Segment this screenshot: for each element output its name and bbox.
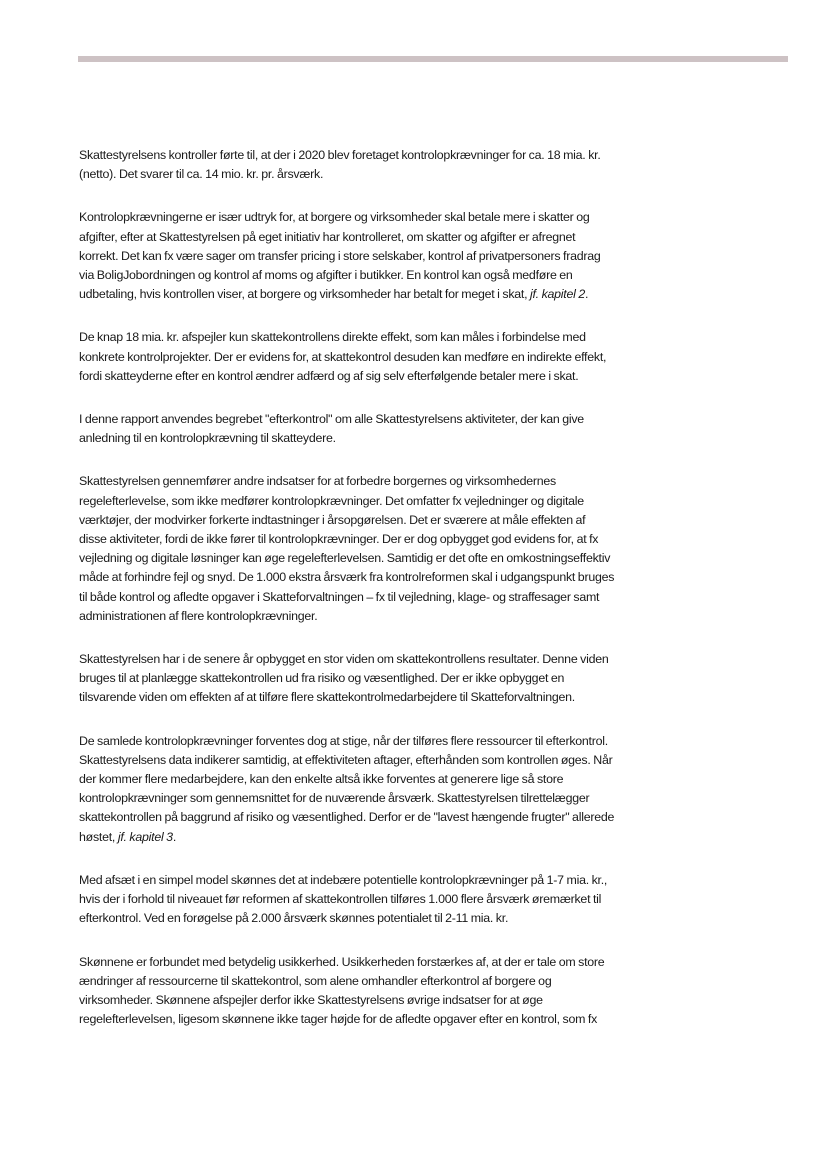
paragraph-definition: I denne rapport anvendes begrebet "efterkontrol" om alle Skattestyrelsens aktiviteter, der kan give anledning til en kontrolopkrævning til skatteydere. bbox=[79, 412, 584, 446]
paragraph-diminishing-returns: De samlede kontrolopkrævninger forventes dog at stige, når der tilføres flere ressourcer til efterkontrol. Skattestyrelsens data indikerer samtidig, at effektiviteten aftager, efterhånden som kontrollen øges. Når der kommer flere medarbejdere, kan den enkelte altså ikke forventes at generere lige så store kontrolopkrævninger som gennemsnittet for de nuværende årsværk. Skattestyrelsen tilrettelægger skattekontrollen på baggrund af risiko og væsentlighed. Derfor er de "lavest hængende frugter" allerede høstet, jf. kapitel 3. bbox=[79, 733, 615, 844]
paragraph-control-collections: Kontrolopkrævningerne er især udtryk for, at borgere og virksomheder skal betale mere i skatter og afgifter, efter at Skattestyrelsen på eget initiativ har kontrolleret, om skatter og afgifter er afregnet korrekt. Det kan fx være sager om transfer pricing i store selskaber, kontrol af privatpersoners fradrag via BoligJobordningen og kontrol af moms og afgifter i butikker. En kontrol kan også medføre en udbetaling, hvis kontrollen viser, at borgere og virksomheder har betalt for meget i skat, jf. kapitel 2. bbox=[79, 210, 601, 302]
chapter-reference: jf. kapitel 2 bbox=[529, 287, 585, 302]
paragraph-model-estimate: Med afsæt i en simpel model skønnes det at indebære potentielle kontrolopkrævninger på 1-7 mia. kr., hvis der i forhold til niveauet før reformen af skattekontrollen tilføres 1.000 flere årsværk øremærket til efterkontrol. Ved en forøgelse på 2.000 årsværk skønnes potentialet til 2-11 mia. kr. bbox=[79, 872, 608, 926]
chapter-reference: jf. kapitel 3 bbox=[117, 829, 173, 844]
paragraph-knowledge: Skattestyrelsen har i de senere år opbygget en stor viden om skattekontrollens resultater. Denne viden bruges til at planlægge skattekontrollen ud fra risiko og væsentlighed. Der er ikke opbygget en tilsvarende viden om effekten af at tilføre flere skattekontrolmedarbejdere til Skatteforvaltningen. bbox=[79, 652, 609, 705]
header-rule bbox=[78, 56, 788, 62]
paragraph-direct-effect: De knap 18 mia. kr. afspejler kun skattekontrollens direkte effekt, som kan måles i forbindelse med konkrete kontrolprojekter. Der er evidens for, at skattekontrol desuden kan medføre en indirekte effekt, fordi skatteyderne efter en kontrol ændrer adfærd og af sig selv efterfølgende betaler mere i skat. bbox=[79, 330, 607, 383]
paragraph-control-results: Skattestyrelsens kontroller førte til, at der i 2020 blev foretaget kontrolopkrævninger for ca. 18 mia. kr. (netto). Det svarer til ca. 14 mio. kr. pr. årsværk. bbox=[79, 148, 601, 182]
paragraph-uncertainty: Skønnene er forbundet med betydelig usikkerhed. Usikkerheden forstærkes af, at der er tale om store ændringer af ressourcerne til skattekontrol, som alene omhandler efterkontrol af borgere og virksomheder. Skønnene afspejler derfor ikke Skattestyrelsens øvrige indsatser for at øge regelefterlevelsen, ligesom skønnene ikke tager højde for de afledte opgaver efter en kontrol, som fx bbox=[79, 954, 605, 1027]
body-text bbox=[79, 146, 615, 1053]
paragraph-other-efforts: Skattestyrelsen gennemfører andre indsatser for at forbedre borgernes og virksomhedernes regelefterlevelse, som ikke medfører kontrolopkrævninger. Det omfatter fx vejledninger og digitale værktøjer, der modvirker forkerte indtastninger i årsopgørelsen. Det er sværere at måle effekten af disse aktiviteter, fordi de ikke fører til kontrolopkrævninger. Der er dog opbygget god evidens for, at fx vejledning og digitale løsninger kan øge regelefterlevelsen. Samtidig er det ofte en omkostningseffektiv måde at forhindre fejl og snyd. De 1.000 ekstra årsværk fra kontrolreformen skal i udgangspunkt bruges til både kontrol og afledte opgaver i Skatteforvaltningen – fx til vejledning, klage- og straffesager samt administrationen af flere kontrolopkrævninger. bbox=[79, 474, 615, 623]
